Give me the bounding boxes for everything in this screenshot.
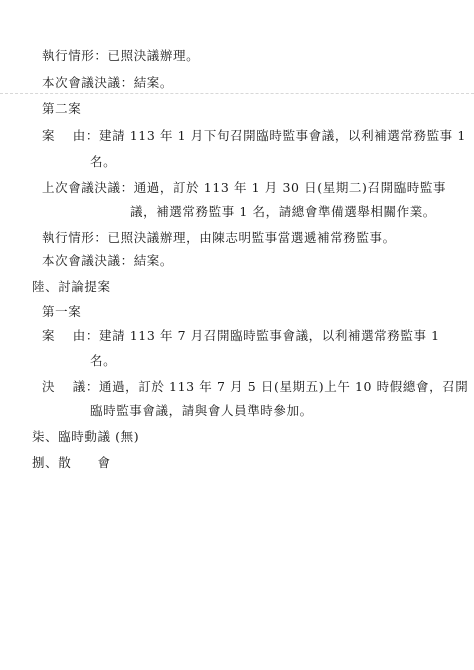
meeting-resolution-line: 本次會議決議：結案。	[42, 253, 174, 268]
section-heading-discussion: 陸、討論提案	[32, 279, 111, 294]
resolution-line: 決 議：通過，訂於 113 年 7 月 5 日(星期五)上午 10 時假總會，召開	[42, 379, 469, 394]
execution-status-line: 執行情形：已照決議辦理。	[42, 48, 200, 63]
page-divider	[0, 93, 474, 94]
case-reason-line: 案 由：建請 113 年 7 月召開臨時監事會議，以利補選常務監事 1	[42, 328, 440, 343]
previous-resolution-continuation: 議，補選常務監事 1 名，請總會準備選舉相關作業。	[130, 204, 436, 219]
execution-status-line: 執行情形：已照決議辦理，由陳志明監事當選遞補常務監事。	[42, 230, 396, 245]
resolution-continuation: 臨時監事會議，請與會人員準時參加。	[90, 403, 313, 418]
meeting-resolution-line: 本次會議決議：結案。	[42, 75, 174, 90]
case-reason-line: 案 由：建請 113 年 1 月下旬召開臨時監事會議，以利補選常務監事 1	[42, 128, 466, 143]
section-heading-extempore: 柒、臨時動議 (無)	[32, 429, 140, 444]
case-heading: 第一案	[42, 304, 82, 319]
case-reason-continuation: 名。	[90, 353, 117, 368]
case-heading: 第二案	[42, 101, 82, 116]
section-heading-adjourn: 捌、散 會	[32, 455, 111, 470]
case-reason-continuation: 名。	[90, 154, 117, 169]
previous-resolution-line: 上次會議決議：通過，訂於 113 年 1 月 30 日(星期二)召開臨時監事	[42, 180, 447, 195]
